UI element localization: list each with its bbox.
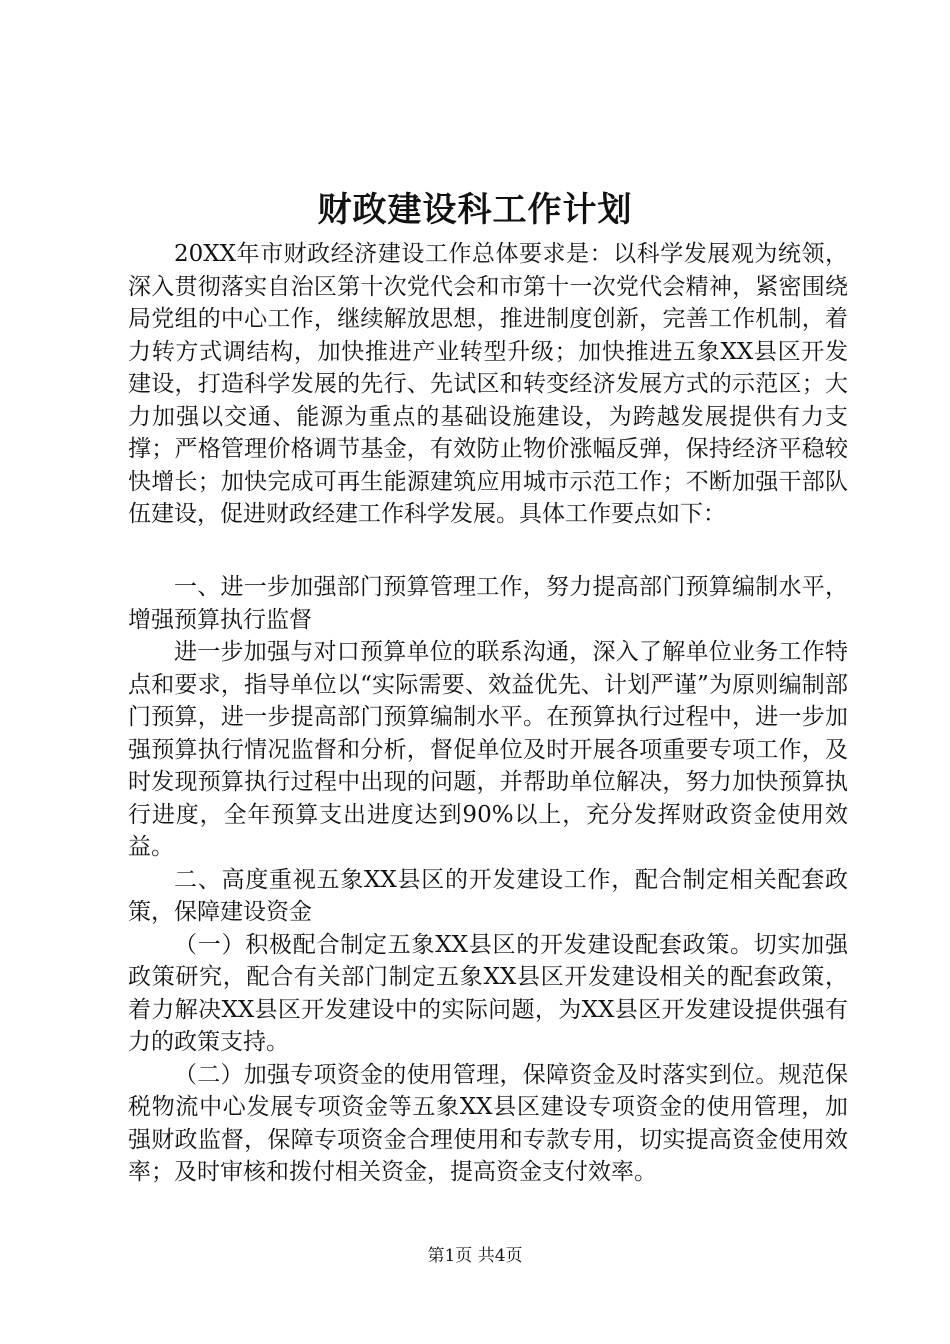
page-footer: 第1页 共4页 [427, 1246, 523, 1266]
body-section [128, 571, 848, 1189]
intro-paragraph: 20XX年市财政经济建设工作总体要求是：以科学发展观为统领，深入贯彻落实自治区第十次党代会和市第十一次党代会精神，紧密围绕局党组的中心工作，继续解放思想，推进制度创新，完善工作机制，着力转方式调结构，加快推进产业转型升级；加快推进五象XX县区开发建设，打造科学发展的先行、先试区和转变经济发展方式的示范区；大力加强以交通、能源为重点的基础设施建设，为跨越发展提供有力支撑；严格管理价格调节基金，有效防止物价涨幅反弹，保持经济平稳较快增长；加快完成可再生能源建筑应用城市示范工作；不断加强干部队伍建设，促进财政经建工作科学发展。具体工作要点如下： [128, 241, 848, 527]
section-heading-2: 二、高度重视五象XX县区的开发建设工作，配合制定相关配套政策，保障建设资金 [128, 866, 848, 925]
intro-section [128, 238, 848, 531]
body-paragraph-2: （一）积极配合制定五象XX县区的开发建设配套政策。切实加强政策研究，配合有关部门制定五象XX县区开发建设相关的配套政策，着力解决XX县区开发建设中的实际问题，为XX县区开发建设提供强有力的政策支持。 [128, 931, 848, 1055]
section-heading-1: 一、进一步加强部门预算管理工作，努力提高部门预算编制水平，增强预算执行监督 [128, 574, 848, 633]
document-title: 财政建设科工作计划 [317, 190, 633, 230]
body-paragraph-3: （二）加强专项资金的使用管理，保障资金及时落实到位。规范保税物流中心发展专项资金等五象XX县区建设专项资金的使用管理，加强财政监督，保障专项资金合理使用和专款专用，切实提高资金使用效率；及时审核和拨付相关资金，提高资金支付效率。 [128, 1061, 848, 1185]
body-paragraph-1: 进一步加强与对口预算单位的联系沟通，深入了解单位业务工作特点和要求，指导单位以“实际需要、效益优先、计划严谨”为原则编制部门预算，进一步提高部门预算编制水平。在预算执行过程中，进一步加强预算执行情况监督和分析，督促单位及时开展各项重要专项工作，及时发现预算执行过程中出现的问题，并帮助单位解决，努力加快预算执行进度，全年预算支出进度达到90%以上，充分发挥财政资金使用效益。 [128, 639, 848, 860]
